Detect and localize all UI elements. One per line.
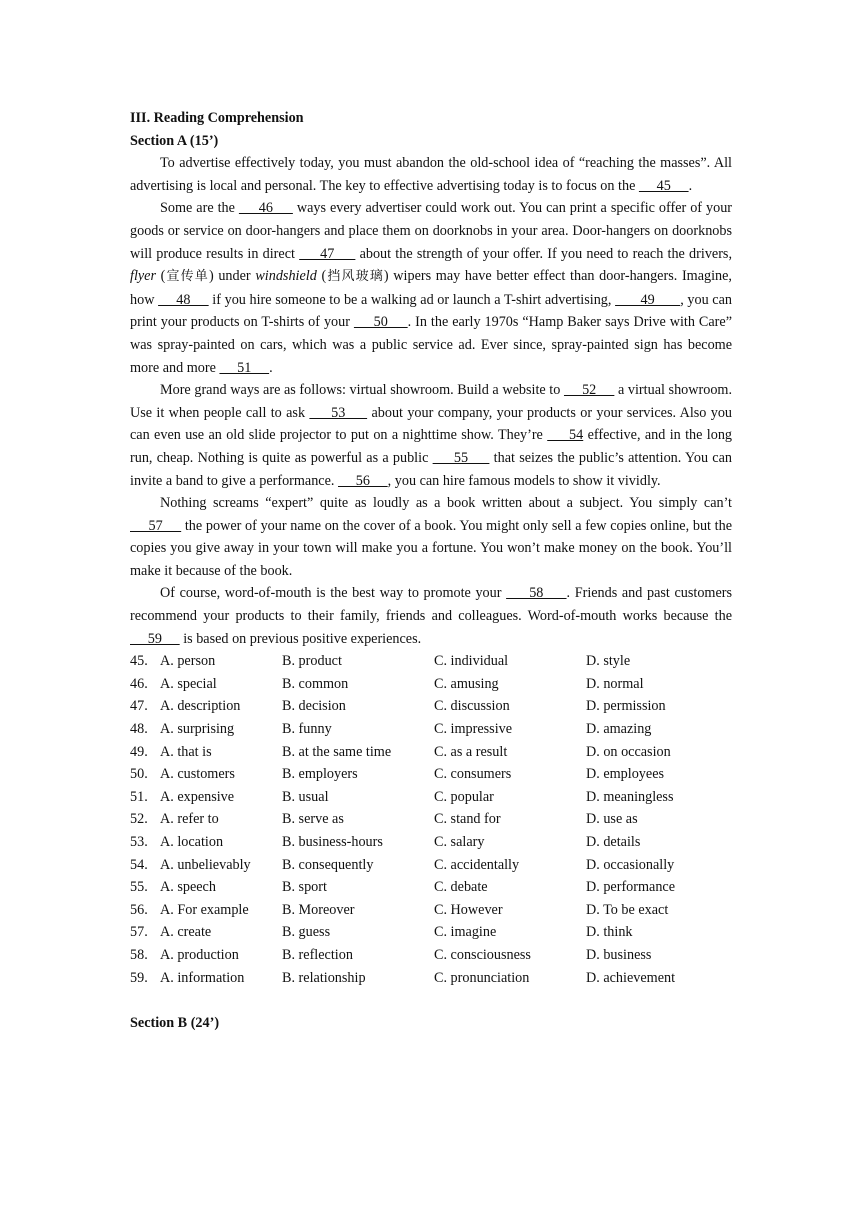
- answer-blank: 53: [309, 404, 368, 421]
- question-number: 58.: [130, 946, 148, 963]
- part-title: III. Reading Comprehension: [130, 110, 304, 126]
- option-d: D. business: [586, 946, 652, 963]
- question-number: 49.: [130, 743, 148, 760]
- answer-blank: 58: [506, 585, 567, 602]
- answer-blank: 57: [130, 517, 182, 534]
- option-d: D. achievement: [586, 969, 676, 986]
- option-a: A. description: [160, 698, 241, 715]
- option-d: D. employees: [586, 766, 665, 783]
- answer-blank: 50: [353, 314, 408, 331]
- option-d: D. on occasion: [586, 743, 671, 760]
- option-b: B. funny: [282, 721, 332, 738]
- passage-text: a virtual showroom. Use it when people call to ask: [130, 382, 732, 421]
- passage-text: .: [269, 359, 273, 376]
- option-a: A. For example: [160, 901, 249, 918]
- option-b: B. Moreover: [282, 901, 355, 918]
- question-number: 54.: [130, 856, 148, 873]
- option-d: D. style: [586, 653, 631, 670]
- passage-text: ) under: [208, 268, 256, 285]
- passage-paragraph: [130, 492, 732, 582]
- question-number: 48.: [130, 721, 148, 738]
- option-c: C. impressive: [434, 721, 513, 738]
- option-c: C. debate: [434, 879, 488, 896]
- question-number: 53.: [130, 834, 148, 850]
- option-a: A. expensive: [160, 788, 235, 805]
- passage-text: (: [316, 268, 327, 285]
- option-c: C. popular: [434, 788, 494, 805]
- chinese-gloss: 挡风玻璃: [326, 269, 384, 285]
- option-b: B. employers: [282, 766, 358, 783]
- answer-blank: 49: [615, 291, 681, 308]
- question-number: 51.: [130, 788, 148, 805]
- option-b: B. sport: [282, 879, 327, 896]
- option-d: D. use as: [586, 811, 638, 828]
- answer-blank: 55: [432, 449, 490, 466]
- answer-blank: 48: [158, 291, 209, 308]
- passage-text: about your company, your products or your services. Also you can even use an old slide projector to put on a nighttime show. They’re: [130, 404, 733, 444]
- chinese-gloss: 宣传单: [165, 269, 209, 285]
- option-d: D. normal: [586, 675, 644, 692]
- option-a: A. speech: [160, 879, 216, 896]
- option-c: C. consumers: [434, 766, 512, 783]
- passage-text: if you hire someone to be a walking ad or launch a T-shirt advertising,: [208, 291, 616, 308]
- options-table: [130, 650, 732, 989]
- option-a: A. that is: [160, 743, 212, 760]
- answer-blank: 45: [638, 177, 689, 194]
- option-a: A. surprising: [160, 721, 235, 738]
- question-number: 57.: [130, 924, 148, 941]
- question-number: 47.: [130, 698, 148, 715]
- option-c: C. salary: [434, 834, 485, 850]
- question-number: 50.: [130, 766, 148, 783]
- answer-blank: 54: [547, 427, 584, 444]
- option-a: A. production: [160, 946, 239, 963]
- passage-text: the power of your name on the cover of a book. You might only sell a few copies online, but the copies you give away in your town will make you a fortune. You won’t make money on the book. You’ll make it because of the book.: [130, 517, 733, 579]
- question-number: 55.: [130, 879, 148, 896]
- passage-text: (: [156, 268, 166, 285]
- option-a: A. customers: [160, 766, 235, 783]
- question-number: 52.: [130, 811, 148, 828]
- option-d: D. To be exact: [586, 901, 669, 918]
- option-a: A. special: [160, 675, 217, 692]
- answer-blank: 46: [238, 200, 293, 217]
- passage-paragraph: [130, 582, 732, 650]
- passage-text: . Friends and past customers recommend your products to their family, friends and colleagues. Word-of-mouth works because the: [130, 585, 733, 625]
- option-c: C. pronunciation: [434, 969, 530, 986]
- option-a: A. information: [160, 969, 245, 986]
- option-d: D. meaningless: [586, 788, 674, 805]
- option-b: B. decision: [282, 698, 346, 715]
- option-a: A. unbelievably: [160, 856, 251, 873]
- option-c: C. accidentally: [434, 856, 520, 873]
- option-c: C. However: [434, 901, 503, 918]
- passage-paragraph: [130, 379, 732, 492]
- option-a: A. refer to: [160, 811, 219, 828]
- passage-text: .: [688, 177, 693, 194]
- question-number: 59.: [130, 969, 148, 986]
- option-b: B. consequently: [282, 856, 374, 873]
- section-a-title: Section A (15’): [130, 132, 219, 149]
- option-c: C. imagine: [434, 924, 497, 941]
- passage-text: effective, and in the long run, cheap. Nothing is quite as powerful as a public: [130, 427, 733, 466]
- passage-text: ) wipers may have better effect than door-hangers. Imagine, how: [130, 268, 732, 308]
- option-a: A. person: [160, 653, 216, 670]
- option-c: C. discussion: [434, 698, 510, 715]
- question-number: 46.: [130, 675, 148, 692]
- option-c: C. stand for: [434, 811, 501, 828]
- option-b: B. at the same time: [282, 743, 392, 760]
- option-b: B. business-hours: [282, 834, 383, 850]
- passage-paragraph: [130, 152, 732, 197]
- passage-text: , you can hire famous models to show it vividly.: [387, 472, 661, 489]
- option-d: D. amazing: [586, 721, 652, 738]
- passage-text: Of course, word-of-mouth is the best way to promote your: [160, 585, 507, 602]
- option-a: A. location: [160, 834, 224, 850]
- option-c: C. as a result: [434, 743, 508, 760]
- option-b: B. relationship: [282, 969, 366, 986]
- answer-blank: 51: [219, 359, 270, 376]
- option-a: A. create: [160, 924, 212, 941]
- option-d: D. details: [586, 834, 641, 850]
- passage-text: Nothing screams “expert” quite as loudly as a book written about a subject. You simply can’t: [160, 495, 732, 512]
- passage-text: . In the early 1970s “Hamp Baker says Drive with Care” was spray-painted on cars, which was a public service ad. Ever since, spray-painted sign has become more and more: [130, 314, 732, 376]
- passage-paragraph: [130, 197, 732, 379]
- exam-page: [130, 107, 732, 1035]
- passage-text: that seizes the public’s attention. You can invite a band to give a performance.: [130, 449, 732, 489]
- option-b: B. common: [282, 675, 349, 692]
- option-b: B. guess: [282, 924, 331, 941]
- option-b: B. reflection: [282, 946, 353, 963]
- section-b-title: Section B (24’): [130, 1015, 220, 1032]
- answer-blank: 47: [299, 245, 356, 262]
- option-b: B. usual: [282, 788, 329, 805]
- italic-term: flyer: [130, 268, 156, 285]
- answer-blank: 56: [338, 472, 388, 489]
- passage-text: More grand ways are as follows: virtual showroom. Build a website to: [160, 382, 564, 399]
- option-d: D. performance: [586, 879, 676, 896]
- answer-blank: 52: [563, 382, 615, 399]
- passage-text: is based on previous positive experiences.: [179, 630, 422, 647]
- option-d: D. occasionally: [586, 856, 675, 873]
- passage-text: ways every advertiser could work out. You can print a specific offer of your goods or service on door-hangers and place them on doorknobs in your area. Door-hangers on doorknobs will produce results in direct: [130, 200, 733, 262]
- option-c: C. individual: [434, 653, 509, 670]
- question-number: 45.: [130, 653, 148, 670]
- answer-blank: 59: [130, 630, 180, 647]
- reading-passage: [130, 152, 732, 650]
- option-b: B. serve as: [282, 811, 344, 828]
- question-number: 56.: [130, 901, 148, 918]
- passage-text: To advertise effectively today, you must abandon the old-school idea of “reaching the masses”. All advertising is local and personal. The key to effective advertising today is to focus on the: [130, 155, 732, 194]
- option-b: B. product: [282, 653, 342, 670]
- italic-term: windshield: [255, 268, 317, 285]
- option-c: C. consciousness: [434, 946, 531, 963]
- option-c: C. amusing: [434, 675, 499, 692]
- passage-text: , you can print your products on T-shirts of your: [130, 291, 732, 331]
- option-d: D. think: [586, 924, 633, 941]
- passage-text: about the strength of your offer. If you need to reach the drivers,: [355, 245, 732, 262]
- option-d: D. permission: [586, 698, 666, 715]
- passage-text: Some are the: [160, 200, 239, 217]
